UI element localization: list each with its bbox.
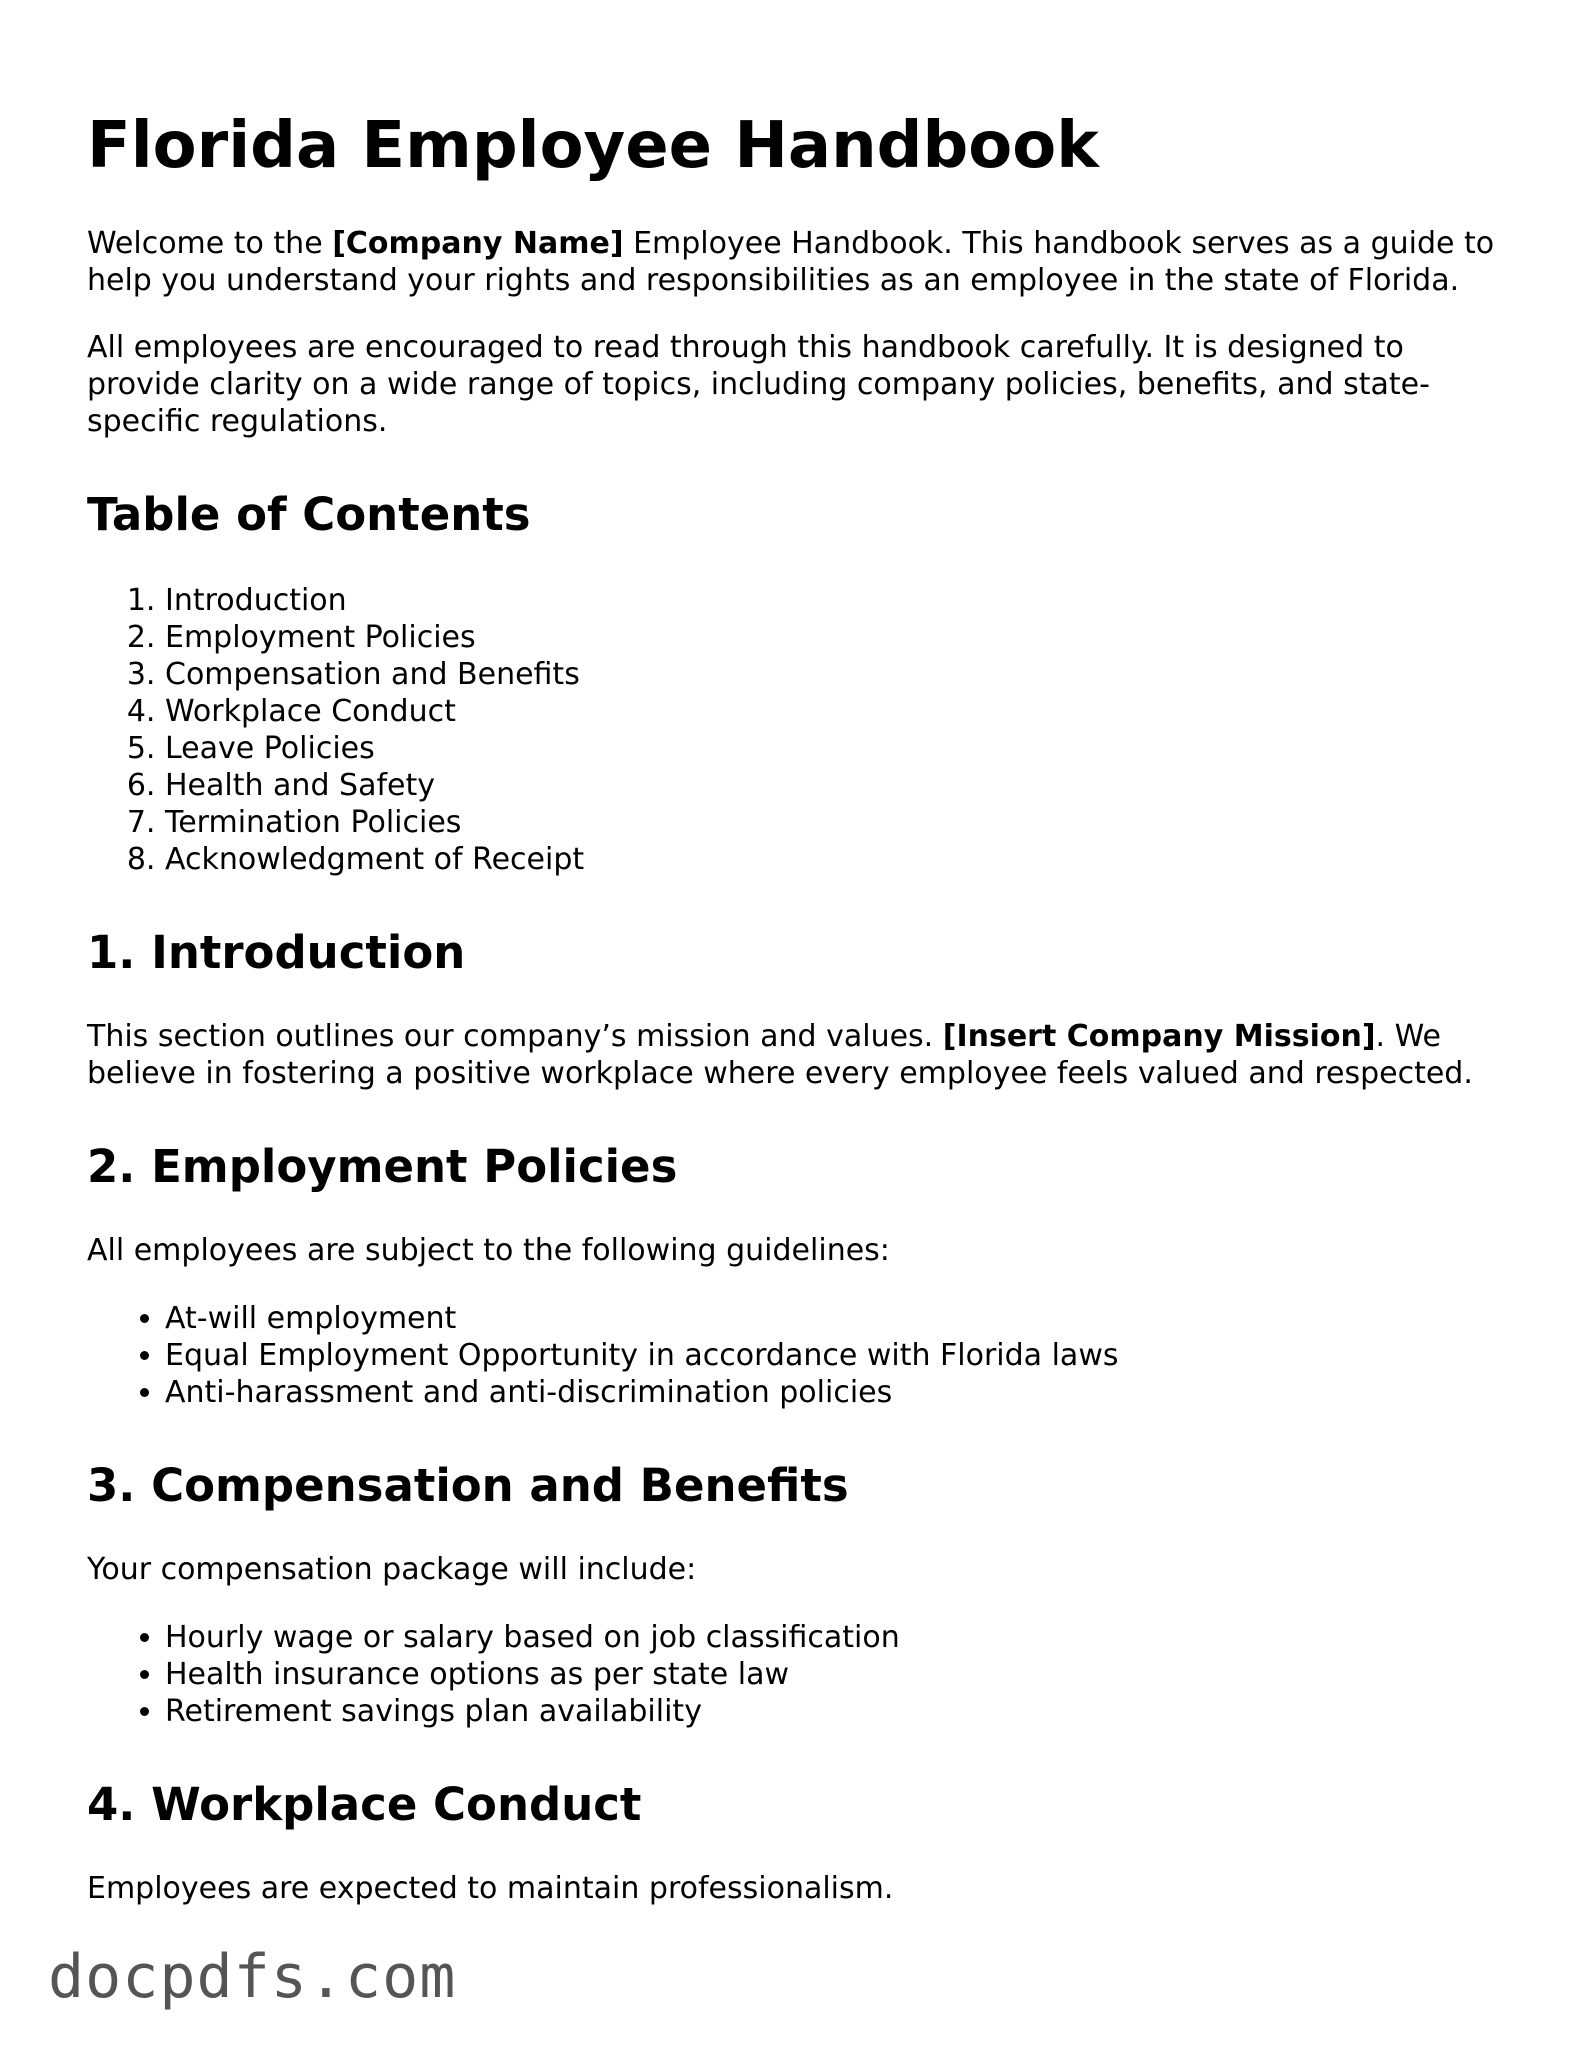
employment-list	[87, 1300, 1507, 1411]
toc-item-employment-policies: 2. Employment Policies	[165, 619, 1507, 656]
list-item: • Anti-harassment and anti-discrimination policies	[165, 1374, 1507, 1411]
list-item: • Retirement savings plan availability	[165, 1693, 1507, 1730]
section-employment-heading: 2. Employment Policies	[87, 1139, 678, 1193]
intro-text-after: Employee Handbook. This handbook serves as a guide to help you understand your rights and responsibilities as an employee in the state of Florida.	[87, 225, 1495, 298]
section-conduct-heading: 4. Workplace Conduct	[87, 1777, 642, 1831]
section-employment-text: All employees are subject to the following guidelines:	[87, 1232, 890, 1268]
intro-text-before: Welcome to the	[87, 225, 333, 261]
document-title: Florida Employee Handbook	[87, 109, 1099, 183]
toc-heading: Table of Contents	[87, 487, 531, 541]
list-item: • At-will employment	[165, 1300, 1507, 1337]
toc-item-workplace-conduct: 4. Workplace Conduct	[165, 693, 1507, 730]
intro-paragraph-2: All employees are encouraged to read through this handbook carefully. It is designed to provide clarity on a wide range of topics, including company policies, benefits, and state-specific regulations.	[87, 329, 1430, 439]
company-mission-placeholder: [Insert Company Mission]	[942, 1018, 1376, 1054]
document-page	[87, 0, 1507, 1907]
toc-list	[87, 582, 1507, 878]
section-introduction-text	[87, 1018, 1507, 1092]
section-conduct-text: Employees are expected to maintain professionalism.	[87, 1870, 894, 1906]
introduction-text-after: . We believe in fostering a positive workplace where every employee feels valued and respected.	[87, 1018, 1473, 1091]
company-name-placeholder: [Company Name]	[332, 225, 624, 261]
list-item: • Equal Employment Opportunity in accordance with Florida laws	[165, 1337, 1507, 1374]
toc-item-compensation: 3. Compensation and Benefits	[165, 656, 1507, 693]
toc-item-acknowledgment: 8. Acknowledgment of Receipt	[165, 841, 1507, 878]
intro-paragraph-1	[87, 225, 1507, 299]
watermark: docpdfs.com	[48, 1942, 457, 2012]
introduction-text-before: This section outlines our company’s mission and values.	[87, 1018, 943, 1054]
section-compensation-text: Your compensation package will include:	[87, 1551, 697, 1587]
list-item: • Hourly wage or salary based on job classification	[165, 1619, 1507, 1656]
toc-item-introduction: 1. Introduction	[165, 582, 1507, 619]
section-compensation-heading: 3. Compensation and Benefits	[87, 1458, 849, 1512]
compensation-list	[87, 1619, 1507, 1730]
toc-item-health-safety: 6. Health and Safety	[165, 767, 1507, 804]
section-introduction-heading: 1. Introduction	[87, 925, 466, 979]
list-item: • Health insurance options as per state law	[165, 1656, 1507, 1693]
toc-item-leave-policies: 5. Leave Policies	[165, 730, 1507, 767]
toc-item-termination: 7. Termination Policies	[165, 804, 1507, 841]
